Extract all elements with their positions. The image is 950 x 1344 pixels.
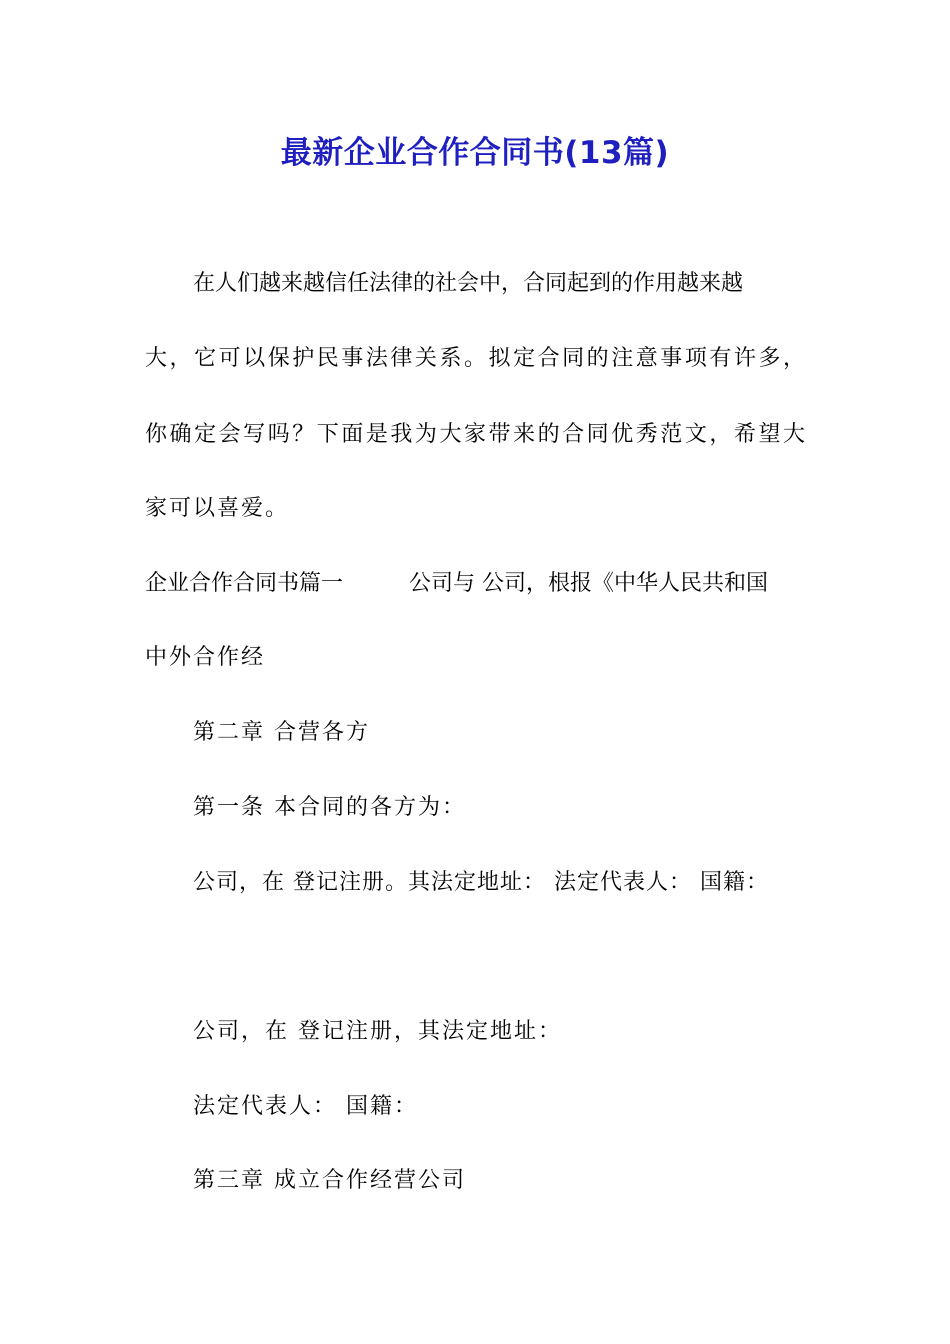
party-two-representative-line: 法定代表人： 国籍： [193, 1094, 418, 1119]
paragraph-line-1: 在人们越来越信任法律的社会中，合同起到的作用越来越 [193, 271, 744, 296]
paragraph-line-4: 家可以喜爱。 [145, 496, 290, 521]
chapter-two-heading: 第二章 合营各方 [193, 720, 370, 745]
article-one-line: 第一条 本合同的各方为： [193, 795, 466, 820]
party-one-line: 公司，在 登记注册。其法定地址： 法定代表人： 国籍： [193, 870, 769, 895]
document-title: 最新企业合作合同书(13篇) [280, 135, 670, 171]
paragraph-line-3: 你确定会写吗？下面是我为大家带来的合同优秀范文，希望大 [145, 422, 805, 447]
chapter-three-heading: 第三章 成立合作经营公司 [193, 1168, 466, 1193]
party-two-line: 公司，在 登记注册，其法定地址： [193, 1019, 562, 1044]
paragraph-line-2: 大，它可以保护民事法律关系。拟定合同的注意事项有许多， [145, 346, 805, 371]
section-continuation-line: 中外合作经 [145, 645, 266, 670]
section-heading-line: 企业合作合同书篇一 公司与 公司，根报《中华人民共和国 [145, 571, 768, 596]
